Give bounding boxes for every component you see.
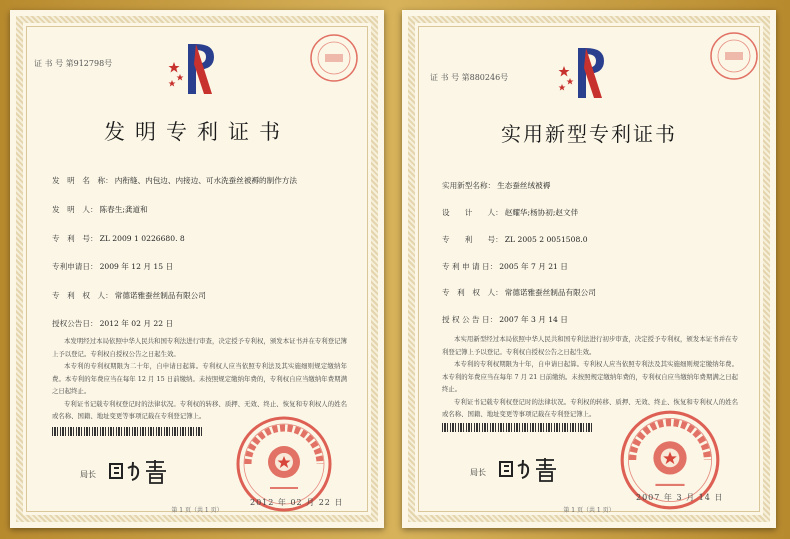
body-paragraph: 本专利的专利权期限为二十年，自申请日起算。专利权人应当依照专利法及其实施细则规定缴纳年费。本专利的年费应当在每年 12 月 15 日前缴纳。未按照规定缴纳年费的，专利权自应当缴纳年费期满之日起终止。 — [52, 362, 347, 395]
page-number: 第 1 页（共 1 页） — [171, 507, 223, 514]
field-inventor: 发 明 人： 陈春生;龚道和 — [52, 205, 148, 214]
director-label: 局长 — [80, 470, 96, 479]
certificate-title: 发明专利证书 — [104, 120, 290, 144]
director-signature-icon — [106, 456, 170, 486]
certificate-body-text — [52, 335, 347, 423]
body-paragraph: 本发明经过本局依照中华人民共和国专利法进行审查，决定授予专利权，颁发本证书并在专利登记簿上予以登记。专利权自授权公告之日起生效。 — [52, 337, 347, 358]
body-paragraph: 本专利的专利权期限为十年，自申请日起算。专利权人应当依照专利法及其实施细则规定缴纳年费。本专利的年费应当在每年 7 月 21 日前缴纳。未按照规定缴纳年费的，专利权自应当缴纳年费期满之日起终止。 — [442, 360, 738, 393]
barcode — [52, 427, 202, 436]
director-signature-icon — [496, 454, 560, 484]
field-patent-number: 专 利 号： ZL 2005 2 0051508.0 — [442, 235, 588, 244]
field-grant-date: 授 权 公 告 日： 2007 年 3 月 14 日 — [442, 315, 568, 324]
page-number: 第 1 页（共 1 页） — [563, 507, 615, 514]
certificate-serial-number: 证 书 号 第880246号 — [430, 73, 509, 82]
field-application-date: 专 利 申 请 日： 2005 年 7 月 21 日 — [442, 262, 568, 271]
field-designer: 设 计 人： 赵耀华;杨协初;赵文伴 — [442, 208, 579, 217]
field-application-date: 专利申请日： 2009 年 12 月 15 日 — [52, 262, 174, 271]
certificate-title: 实用新型专利证书 — [501, 122, 677, 146]
utility-model-patent-certificate — [402, 10, 776, 528]
body-paragraph: 专利证书记载专利权登记时的法律状况。专利权的转移、质押、无效、终止、恢复和专利权人的姓名或名称、国籍、地址变更等事项记载在专利登记簿上。 — [442, 397, 738, 418]
director-label: 局长 — [470, 468, 486, 477]
invention-patent-certificate — [10, 10, 384, 528]
field-patentee: 专 利 权 人： 常德诺雅蚕丝制品有限公司 — [442, 288, 596, 297]
barcode — [442, 423, 592, 432]
seal-date: 2012 年 02 月 22 日 — [250, 498, 344, 507]
field-patentee: 专 利 权 人： 常德诺雅蚕丝制品有限公司 — [52, 291, 206, 300]
patent-office-logo-icon — [556, 44, 614, 100]
field-utility-model-name: 实用新型名称： 生态蚕丝绒被褥 — [442, 181, 551, 190]
body-paragraph: 本实用新型经过本局依照中华人民共和国专利法进行初步审查，决定授予专利权，颁发本证书并在专利登记簿上予以登记。专利权自授权公告之日起生效。 — [442, 335, 738, 356]
certificate-serial-number: 证 书 号 第912798号 — [34, 59, 113, 68]
office-stamp-icon — [308, 32, 360, 84]
field-grant-date: 授权公告日： 2012 年 02 月 22 日 — [52, 319, 174, 328]
field-invention-name: 发 明 名 称： 内衔缝、内包边、内接边、可水洗蚕丝被褥的制作方法 — [52, 176, 297, 185]
field-patent-number: 专 利 号： ZL 2009 1 0226680. 8 — [52, 234, 185, 243]
patent-office-logo-icon — [166, 40, 224, 96]
office-stamp-icon — [708, 30, 760, 82]
seal-date: 2007 年 3 月 14 日 — [636, 493, 724, 502]
body-paragraph: 专利证书记载专利权登记时的法律状况。专利权的转移、质押、无效、终止、恢复和专利权人的姓名或名称、国籍、地址变更等事项记载在专利登记簿上。 — [52, 399, 347, 420]
